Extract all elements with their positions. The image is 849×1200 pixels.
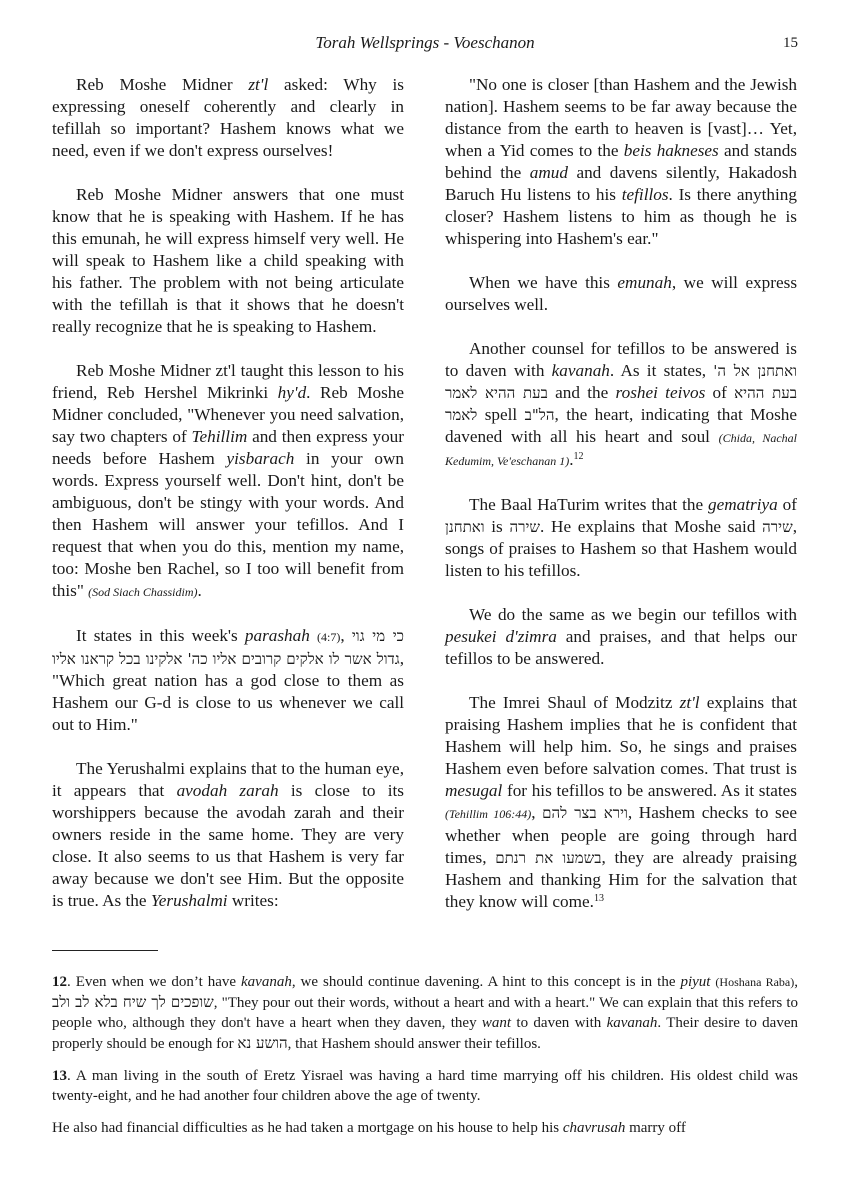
left-column [52,74,404,934]
footnote-13: 13. A man living in the south of Eretz Yisrael was having a hard time marrying off his children. His oldest child was twenty-eight, and he had another four children above the age of twenty. [52,1068,798,1104]
footnote-ref: 12 [573,451,584,462]
paragraph: The Imrei Shaul of Modzitz zt'l explains that praising Hashem implies that he is confident that Hashem will help him. So, he sings and praises Hashem even before salvation comes. That trust is mesugal for his tefillos to be answered. As it states (Tehillim 106:44), וירא בצר להם, Hashem checks to see whether when people are going through hard times, בשמעו את רנתם, they are already praising Hashem and thanking Him for the salvation that they know will come.$^{13}$ [445,693,797,911]
source-citation: (Tehillim 106:44) [445,807,532,821]
running-title: Torah Wellsprings - Voeschanon [315,33,535,52]
hebrew-quote: כי מי גוי גדול אשר לו אלקים קרובים אליו כה' אלקינו בכל קראנו אליו [52,627,405,668]
paragraph: "No one is closer [than Hashem and the Jewish nation]. Hashem seems to be far away because the distance from the earth to heaven is [vast]… Yet, when a Yid comes to the beis hakneses and stands behind the amud and davens silently, Hakadosh Baruch Hu listens to his tefillos. Is there anything closer? Hashem listens to him as though he is whispering into Hashem's ear." [445,75,797,248]
page-number: 15 [783,35,798,51]
footnote-divider [52,950,158,951]
right-column [445,74,797,935]
footnote-12: 12. Even when we don’t have kavanah, we should continue davening. A hint to this concept is in the piyut (Hoshana Raba), שופכים לך שיח בלא לב ולב, "They pour out their words, without a heart and with a heart." We can explain that this refers to people who, although they don't have a heart when they daven, they want to daven with kavanah. Their desire to daven properly should be enough for הושע נא, that Hashem should answer their tefillos. [52,974,799,1052]
running-header [52,33,798,57]
footnote-continuation: He also had financial difficulties as he had taken a mortgage on his house to help his chavrusah marry off [52,1120,686,1136]
footnotes [52,972,798,1150]
paragraph: The Yerushalmi explains that to the human eye, it appears that avodah zarah is close to its worshippers because the avodah zarah and their owners reside in the same home. They are very close. It also seems to us that Hashem is very far away because we don't see Him. But the opposite is true. As the Yerushalmi writes: [52,759,404,910]
source-citation: (Sod Siach Chassidim) [88,585,198,599]
paragraph: It states in this week's parashah (4:7), כי מי גוי גדול אשר לו אלקים קרובים אליו כה' אלקינו בכל קראנו אליו, "Which great nation has a god close to them as Hashem our G-d is close to us whenever we call out to Him." [52,626,405,734]
source-citation: (Chida, Nachal Kedumim, Ve'eschanan 1) [445,431,798,468]
paragraph: We do the same as we begin our tefillos with pesukei d'zimra and praises, and that helps our tefillos to be answered. [445,605,798,668]
paragraph: When we have this emunah, we will express ourselves well. [445,273,798,314]
paragraph: Reb Moshe Midner zt'l asked: Why is expressing oneself coherently and clearly in tefillah so important? Hashem knows what we need, even if we don't express ourselves! [52,75,404,160]
footnote-ref: 13 [593,893,604,904]
paragraph: The Baal HaTurim writes that the gematriya of ואתחנן is שירה. He explains that Moshe said שירה, songs of praises to Hashem so that Hashem would listen to his tefillos. [445,495,797,580]
paragraph: Another counsel for tefillos to be answered is to daven with kavanah. As it states, ואתחנן אל ה' בעת ההיא לאמר and the roshei teivos of בעת ההיא לאמר spell הל"ב, the heart, indicating that Moshe davened with all his heart and soul (Chida, Nachal Kedumim, Ve'eschanan 1).$^{12}$ [445,339,798,469]
paragraph: Reb Moshe Midner answers that one must know that he is speaking with Hashem. If he has this emunah, he will express himself very well. He will speak to Hashem like a child speaking with his father. The problem with not being articulate with the tefillah is that it shows that he doesn't really recognize that he is speaking to Hashem. [52,185,404,336]
paragraph: Reb Moshe Midner zt'l taught this lesson to his friend, Reb Hershel Mikrinki hy'd. Reb Moshe Midner concluded, "Whenever you need salvation, say two chapters of Tehillim and then express your needs before Hashem yisbarach in your own words. Express yourself well. Don't hint, don't be ambiguous, don't be stingy with your words. And then Hashem will answer your tefillos. And I request that when you do this, mention my name, too: Moshe ben Rachel, so I too will benefit from this" (Sod Siach Chassidim). [52,361,404,600]
